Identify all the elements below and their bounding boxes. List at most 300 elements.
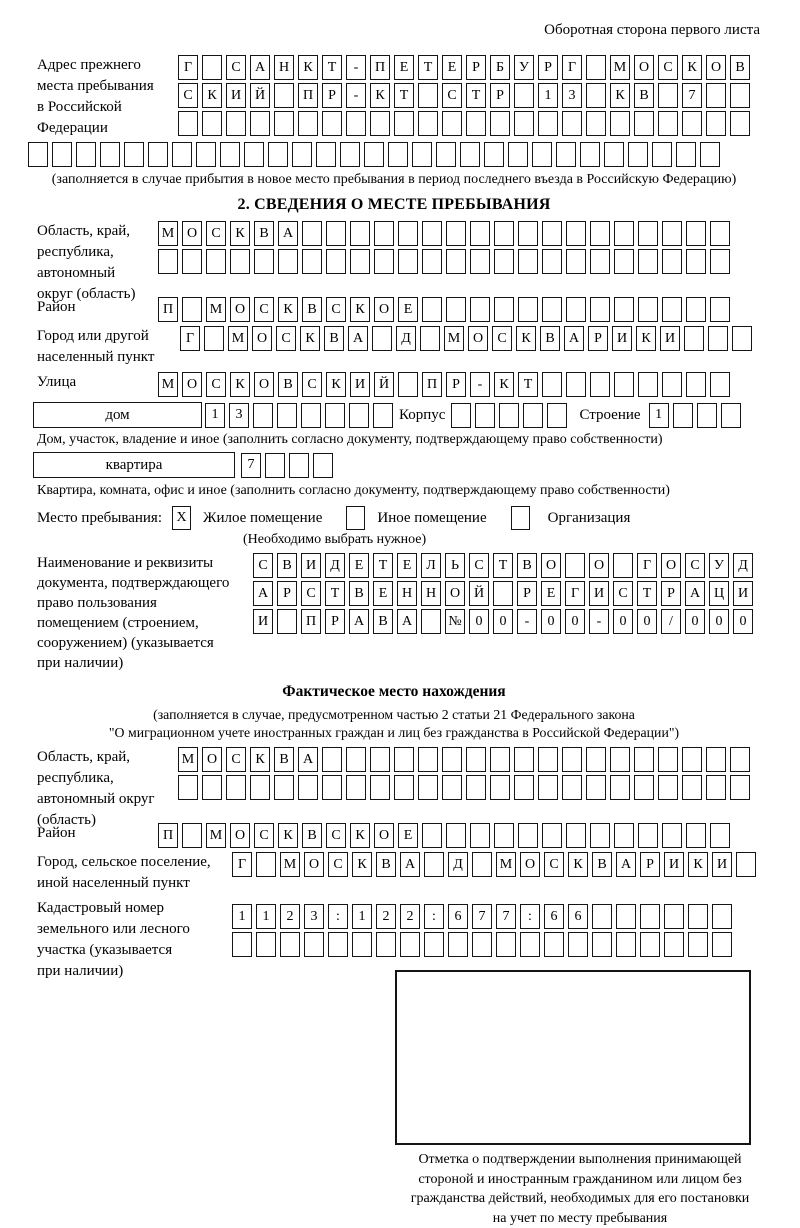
char-cell: К — [636, 326, 656, 351]
char-cell — [730, 111, 750, 136]
char-cell — [712, 904, 732, 929]
char-cell — [566, 823, 586, 848]
char-cell: Е — [373, 581, 393, 606]
char-cell: В — [540, 326, 560, 351]
char-cell — [664, 904, 684, 929]
kvartira-caption: Квартира, комната, офис и иное (заполнить согласно документу, подтверждающему право собственности) — [28, 483, 760, 499]
char-cell — [398, 249, 418, 274]
char-cell — [422, 297, 442, 322]
char-cell: О — [202, 747, 222, 772]
label-line: автономный — [37, 263, 158, 284]
char-cell: А — [250, 55, 270, 80]
char-cell — [616, 904, 636, 929]
label-line: республика, — [37, 768, 178, 789]
char-cell: Р — [538, 55, 558, 80]
char-cell — [710, 221, 730, 246]
char-cell — [472, 852, 492, 877]
char-cell — [232, 932, 252, 957]
char-cell: О — [304, 852, 324, 877]
char-cell — [370, 747, 390, 772]
char-cell: Г — [180, 326, 200, 351]
char-cell — [372, 326, 392, 351]
char-cell: 0 — [613, 609, 633, 634]
label-line: право пользования — [37, 593, 253, 613]
char-cell: В — [274, 747, 294, 772]
char-cell: Р — [466, 55, 486, 80]
label-line: Область, край, — [37, 221, 158, 242]
char-cell — [610, 747, 630, 772]
char-cell: М — [178, 747, 198, 772]
raion2-block — [28, 823, 760, 848]
char-cell — [538, 747, 558, 772]
raion2-row — [158, 823, 734, 848]
char-cell — [350, 249, 370, 274]
char-cell — [202, 775, 222, 800]
char-cell — [616, 932, 636, 957]
mesto-option-org-label: Организация — [548, 510, 631, 527]
char-cell: 2 — [280, 904, 300, 929]
char-cell: 2 — [400, 904, 420, 929]
prev-address-rows — [178, 55, 754, 136]
char-cell — [394, 775, 414, 800]
stroenie-label: Строение — [579, 402, 640, 428]
char-cell — [364, 142, 384, 167]
char-cell: 0 — [709, 609, 729, 634]
char-cell — [346, 111, 366, 136]
char-cell — [542, 823, 562, 848]
char-cell: О — [520, 852, 540, 877]
char-cell — [250, 775, 270, 800]
section2-title: 2. СВЕДЕНИЯ О МЕСТЕ ПРЕБЫВАНИЯ — [28, 196, 760, 214]
char-cell — [460, 142, 480, 167]
char-cell: Ь — [445, 553, 465, 578]
char-cell: Р — [277, 581, 297, 606]
char-cell: 2 — [376, 904, 396, 929]
char-cell: № — [445, 609, 465, 634]
char-cell — [562, 775, 582, 800]
char-cell: Р — [517, 581, 537, 606]
mesto-option-zhiloe-label: Жилое помещение — [203, 510, 322, 527]
char-cell — [686, 249, 706, 274]
char-cell — [638, 823, 658, 848]
char-cell: 0 — [637, 609, 657, 634]
char-cell — [514, 747, 534, 772]
char-cell — [640, 932, 660, 957]
char-cell — [494, 297, 514, 322]
char-cell — [562, 747, 582, 772]
prev-address-row-2 — [178, 83, 754, 108]
char-cell: О — [252, 326, 272, 351]
raion1-label: Район — [28, 297, 158, 318]
char-cell — [340, 142, 360, 167]
char-cell: В — [373, 609, 393, 634]
char-cell: О — [589, 553, 609, 578]
label-line: Отметка о подтверждении выполнения принимающей — [360, 1150, 800, 1170]
char-cell — [422, 823, 442, 848]
char-cell — [673, 403, 693, 428]
char-cell — [394, 111, 414, 136]
char-cell: Г — [178, 55, 198, 80]
char-cell: К — [516, 326, 536, 351]
mesto-option-org-checkbox — [511, 506, 530, 530]
char-cell: В — [376, 852, 396, 877]
char-cell — [494, 249, 514, 274]
char-cell — [256, 852, 276, 877]
char-cell: Й — [374, 372, 394, 397]
fact-note-1: (заполняется в случае, предусмотренном частью 2 статьи 21 Федерального закона — [28, 707, 760, 723]
oblast1-row-2 — [158, 249, 734, 274]
label-line: при наличии) — [37, 653, 253, 673]
oblast1-label — [28, 221, 158, 305]
char-cell — [542, 221, 562, 246]
label-line: в Российской — [37, 97, 178, 118]
char-cell — [686, 297, 706, 322]
mesto-row — [37, 506, 760, 530]
char-cell: Н — [397, 581, 417, 606]
char-cell — [398, 221, 418, 246]
char-cell — [418, 747, 438, 772]
korpus-label: Корпус — [399, 402, 445, 428]
char-cell: К — [278, 297, 298, 322]
prev-address-caption: (заполняется в случае прибытия в новое место пребывания в период последнего въезда в Российскую Федерацию) — [28, 172, 760, 188]
char-cell: Г — [232, 852, 252, 877]
prev-address-row-4 — [28, 142, 760, 167]
char-cell — [532, 142, 552, 167]
char-cell — [446, 249, 466, 274]
dom-box: дом — [33, 402, 202, 428]
mesto-option-inoe-label: Иное помещение — [377, 510, 486, 527]
char-cell: Е — [397, 553, 417, 578]
ulitsa-row — [158, 372, 734, 397]
label-line: сооружением) (указывается — [37, 633, 253, 653]
char-cell — [688, 932, 708, 957]
char-cell — [638, 297, 658, 322]
char-cell — [604, 142, 624, 167]
char-cell: - — [346, 83, 366, 108]
char-cell: С — [226, 55, 246, 80]
gorod2-label — [28, 852, 232, 894]
char-cell: Р — [325, 609, 345, 634]
kadastr-rows — [232, 904, 736, 957]
raion1-block — [28, 297, 760, 322]
char-cell: Т — [322, 55, 342, 80]
char-cell — [316, 142, 336, 167]
char-cell: 1 — [649, 403, 669, 428]
char-cell: С — [178, 83, 198, 108]
char-cell — [52, 142, 72, 167]
char-cell — [274, 83, 294, 108]
char-cell: С — [254, 823, 274, 848]
char-cell — [562, 111, 582, 136]
char-cell: А — [564, 326, 584, 351]
char-cell: 1 — [538, 83, 558, 108]
char-cell: О — [230, 823, 250, 848]
char-cell — [178, 775, 198, 800]
char-cell: К — [298, 55, 318, 80]
char-cell — [566, 249, 586, 274]
char-cell — [470, 249, 490, 274]
char-cell — [446, 221, 466, 246]
char-cell — [301, 403, 321, 428]
char-cell: М — [610, 55, 630, 80]
char-cell: О — [445, 581, 465, 606]
char-cell: Д — [733, 553, 753, 578]
char-cell: - — [470, 372, 490, 397]
oblast2-block — [28, 747, 760, 831]
char-cell: Д — [325, 553, 345, 578]
char-cell: М — [496, 852, 516, 877]
doc-block — [28, 553, 760, 673]
char-cell — [710, 823, 730, 848]
char-cell — [730, 83, 750, 108]
char-cell — [172, 142, 192, 167]
char-cell: 7 — [682, 83, 702, 108]
char-cell: А — [298, 747, 318, 772]
char-cell: О — [634, 55, 654, 80]
char-cell: : — [520, 904, 540, 929]
char-cell — [542, 249, 562, 274]
char-cell — [523, 403, 543, 428]
label-line: гражданства действий, необходимых для его постановки — [360, 1189, 800, 1209]
char-cell: О — [230, 297, 250, 322]
oblast2-label — [28, 747, 178, 831]
char-cell: С — [302, 372, 322, 397]
char-cell — [686, 221, 706, 246]
gorod2-block — [28, 852, 760, 894]
char-cell: А — [616, 852, 636, 877]
char-cell: Е — [398, 297, 418, 322]
dom-cells — [205, 403, 397, 428]
char-cell: Р — [588, 326, 608, 351]
char-cell: Р — [322, 83, 342, 108]
char-cell: 3 — [562, 83, 582, 108]
char-cell — [451, 403, 471, 428]
char-cell — [518, 221, 538, 246]
char-cell: С — [326, 823, 346, 848]
char-cell — [592, 904, 612, 929]
char-cell — [590, 297, 610, 322]
char-cell — [470, 297, 490, 322]
char-cell — [538, 111, 558, 136]
char-cell — [226, 775, 246, 800]
char-cell — [398, 372, 418, 397]
char-cell — [466, 111, 486, 136]
char-cell — [466, 775, 486, 800]
char-cell — [634, 747, 654, 772]
char-cell — [436, 142, 456, 167]
char-cell — [700, 142, 720, 167]
fact-note-2: "О миграционном учете иностранных граждан и лиц без гражданства в Российской Федерации") — [28, 725, 760, 741]
korpus-cells — [451, 403, 571, 428]
char-cell — [373, 403, 393, 428]
char-cell: М — [228, 326, 248, 351]
char-cell: 0 — [493, 609, 513, 634]
dom-row — [33, 402, 760, 428]
kadastr-label — [28, 898, 232, 982]
char-cell: 0 — [469, 609, 489, 634]
char-cell — [518, 249, 538, 274]
label-line: помещением (строением, — [37, 613, 253, 633]
char-cell — [730, 775, 750, 800]
char-cell: С — [206, 221, 226, 246]
char-cell — [688, 904, 708, 929]
label-line: Город, сельское поселение, — [37, 852, 232, 873]
char-cell: Б — [490, 55, 510, 80]
char-cell — [586, 747, 606, 772]
char-cell — [226, 111, 246, 136]
char-cell: П — [301, 609, 321, 634]
char-cell: А — [349, 609, 369, 634]
label-line: Область, край, — [37, 747, 178, 768]
char-cell — [204, 326, 224, 351]
char-cell — [298, 775, 318, 800]
char-cell: К — [352, 852, 372, 877]
char-cell — [634, 111, 654, 136]
char-cell — [684, 326, 704, 351]
char-cell — [352, 932, 372, 957]
char-cell — [124, 142, 144, 167]
char-cell: И — [660, 326, 680, 351]
mesto-option-zhiloe-checkbox: X — [172, 506, 191, 530]
char-cell: С — [226, 747, 246, 772]
char-cell: И — [589, 581, 609, 606]
char-cell: В — [302, 297, 322, 322]
char-cell: 6 — [544, 904, 564, 929]
char-cell — [686, 372, 706, 397]
char-cell — [682, 111, 702, 136]
char-cell — [658, 83, 678, 108]
char-cell — [662, 221, 682, 246]
char-cell: М — [158, 221, 178, 246]
char-cell — [508, 142, 528, 167]
char-cell — [658, 747, 678, 772]
mesto-label: Место пребывания: — [37, 510, 162, 527]
char-cell — [298, 111, 318, 136]
char-cell — [328, 932, 348, 957]
char-cell — [542, 372, 562, 397]
char-cell: А — [400, 852, 420, 877]
char-cell — [514, 775, 534, 800]
char-cell: 0 — [733, 609, 753, 634]
char-cell: 6 — [448, 904, 468, 929]
char-cell — [470, 823, 490, 848]
char-cell — [565, 553, 585, 578]
char-cell: - — [517, 609, 537, 634]
char-cell: А — [278, 221, 298, 246]
char-cell: Т — [466, 83, 486, 108]
oblast2-row-2 — [178, 775, 754, 800]
char-cell — [326, 221, 346, 246]
char-cell — [418, 775, 438, 800]
char-cell — [499, 403, 519, 428]
char-cell: П — [158, 823, 178, 848]
label-line: при наличии) — [37, 961, 232, 982]
prev-address-row-1 — [178, 55, 754, 80]
char-cell — [592, 932, 612, 957]
kvartira-cells — [241, 453, 337, 478]
char-cell — [590, 372, 610, 397]
char-cell — [493, 581, 513, 606]
char-cell: С — [613, 581, 633, 606]
char-cell — [388, 142, 408, 167]
char-cell — [520, 932, 540, 957]
doc-row-2 — [253, 581, 757, 606]
char-cell: К — [682, 55, 702, 80]
char-cell: - — [589, 609, 609, 634]
char-cell — [472, 932, 492, 957]
char-cell: О — [254, 372, 274, 397]
char-cell — [274, 775, 294, 800]
char-cell: Е — [349, 553, 369, 578]
char-cell — [518, 823, 538, 848]
char-cell — [736, 852, 756, 877]
char-cell — [346, 747, 366, 772]
char-cell: 3 — [229, 403, 249, 428]
raion1-row — [158, 297, 734, 322]
char-cell — [178, 111, 198, 136]
char-cell: С — [544, 852, 564, 877]
char-cell — [196, 142, 216, 167]
char-cell: Р — [490, 83, 510, 108]
char-cell — [422, 221, 442, 246]
char-cell — [496, 932, 516, 957]
char-cell: В — [324, 326, 344, 351]
char-cell: 1 — [256, 904, 276, 929]
label-line: иной населенный пункт — [37, 873, 232, 894]
char-cell — [182, 297, 202, 322]
char-cell: : — [328, 904, 348, 929]
char-cell — [652, 142, 672, 167]
char-cell: К — [326, 372, 346, 397]
char-cell — [277, 609, 297, 634]
char-cell — [346, 775, 366, 800]
char-cell — [206, 249, 226, 274]
label-line: земельного или лесного — [37, 919, 232, 940]
char-cell — [586, 111, 606, 136]
label-line: Наименование и реквизиты — [37, 553, 253, 573]
char-cell: К — [230, 372, 250, 397]
char-cell — [412, 142, 432, 167]
char-cell — [686, 823, 706, 848]
char-cell: 3 — [304, 904, 324, 929]
char-cell: О — [374, 823, 394, 848]
oblast1-rows — [158, 221, 734, 274]
char-cell — [712, 932, 732, 957]
char-cell: К — [350, 823, 370, 848]
char-cell: Н — [274, 55, 294, 80]
char-cell — [28, 142, 48, 167]
char-cell: С — [206, 372, 226, 397]
char-cell: М — [206, 823, 226, 848]
char-cell: К — [494, 372, 514, 397]
char-cell: А — [685, 581, 705, 606]
oblast2-rows — [178, 747, 754, 800]
char-cell — [326, 249, 346, 274]
char-cell: И — [664, 852, 684, 877]
char-cell: Т — [637, 581, 657, 606]
char-cell — [730, 747, 750, 772]
char-cell — [466, 747, 486, 772]
char-cell — [244, 142, 264, 167]
char-cell — [370, 111, 390, 136]
char-cell: О — [661, 553, 681, 578]
char-cell: И — [712, 852, 732, 877]
char-cell — [640, 904, 660, 929]
char-cell — [302, 221, 322, 246]
label-line: стороной и иностранным гражданином или лицом без — [360, 1170, 800, 1190]
char-cell — [638, 372, 658, 397]
char-cell: П — [422, 372, 442, 397]
